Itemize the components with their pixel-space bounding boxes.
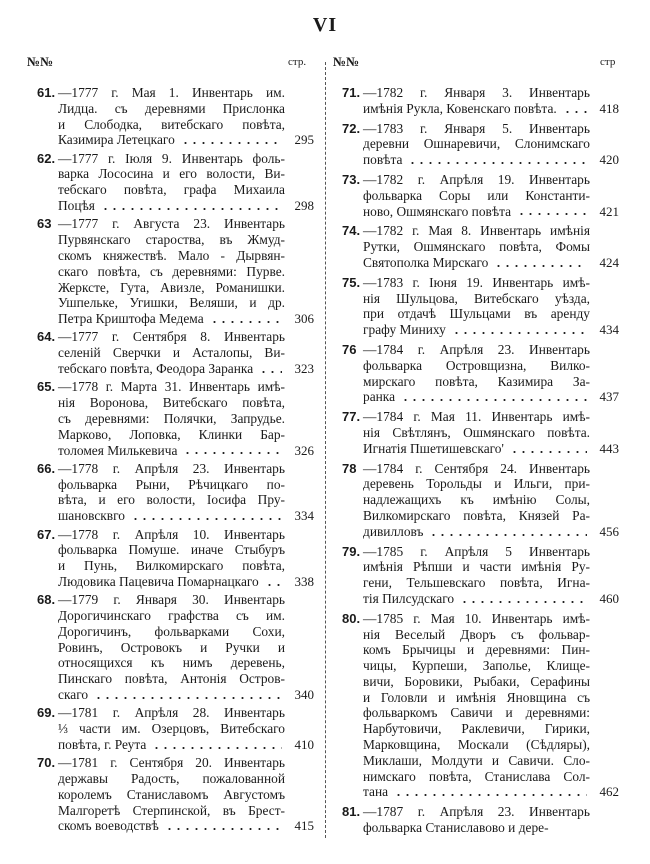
entry-text-line: —1783 г. Іюня 19. Инвентарь имѣ- <box>363 274 590 290</box>
entry-number: 65. <box>37 379 56 395</box>
entry-text-line: деревни Ошнаревичи, Слонимскаго <box>363 136 590 152</box>
dot-leader <box>94 696 282 700</box>
entry-text-line: —1778 г. Апрѣля 10. Инвентарь <box>58 526 285 542</box>
entry-last-line <box>363 389 619 405</box>
entry-page-number: 456 <box>599 523 619 539</box>
entry-text-line: чицы, Курпеши, Заполье, Клище- <box>363 658 590 674</box>
toc-entry <box>342 171 619 219</box>
entry-text-line: Дорогичинъ, фольварками Сохи, <box>58 623 285 639</box>
entry-page-number: 434 <box>599 322 619 338</box>
entry-text-line: графу Миниху <box>363 322 446 338</box>
entry-text-line: Дорогичинскаго графства съ им. <box>58 608 285 623</box>
dot-leader <box>401 398 587 402</box>
entry-last-line <box>363 524 619 540</box>
entry-page-number: 326 <box>294 442 314 458</box>
entry-page-number: 420 <box>599 152 619 168</box>
entry-text-line: толомея Милькевича <box>58 442 178 458</box>
entry-text-line: —1782 г. Января 3. Инвентарь <box>363 85 590 100</box>
entry-text-line: Пурвянскаго староства, въ Жмуд- <box>58 232 285 248</box>
entry-last-line <box>363 322 619 338</box>
toc-entry <box>342 223 619 270</box>
toc-entry <box>37 460 314 524</box>
entry-text-line: нія Шульцова, Витебскаго уѣзда, <box>363 290 590 306</box>
dot-leader <box>265 583 282 587</box>
entry-text-line: ранка <box>363 389 396 405</box>
entry-text-line: Поцѣя <box>58 198 95 214</box>
entry-text-line: —1777 г. Іюля 9. Инвентарь фоль- <box>58 150 285 166</box>
toc-entry <box>37 150 314 214</box>
entry-number: 67. <box>37 526 56 542</box>
entry-text-line: —1787 г. Апрѣля 23. Инвентарь <box>363 804 590 820</box>
entry-text-line: скомъ княжествѣ. Мало - Дырвян- <box>58 247 285 263</box>
dot-leader <box>510 450 587 454</box>
entry-text-line: —1777 г. Августа 23. Инвентарь <box>58 216 285 232</box>
entry-text-line: нія Веселый Дворъ съ фольвар- <box>363 626 590 642</box>
entry-text-line: —1784 г. Мая 11. Инвентарь имѣ- <box>363 409 590 425</box>
page-number: VI <box>312 14 338 36</box>
entry-text-line: имѣнія Рѣпши и части имѣнія Ру- <box>363 559 590 575</box>
entry-number: 76 <box>342 341 357 357</box>
entry-last-line <box>58 198 314 214</box>
entry-last-line <box>363 441 619 457</box>
entry-text-line: Игнатія Пшетишевскаго' <box>363 440 504 456</box>
entry-text-line: —1785 г. Мая 10. Инвентарь имѣ- <box>363 610 590 626</box>
toc-entry <box>37 85 314 148</box>
entry-text-line: гени, Тельшевскаго повѣта, Игна- <box>363 575 590 591</box>
entry-text-line: Миклаши, Молдути и Савичи. Сло- <box>363 752 590 768</box>
entry-text-line: —1779 г. Января 30. Инвентарь <box>58 592 285 608</box>
entry-text-line: повѣта <box>363 152 403 168</box>
entry-text-line: скаго <box>58 686 89 702</box>
toc-entry <box>342 543 619 607</box>
entry-text-line: —1782 г. Мая 8. Инвентарь имѣнія <box>363 223 590 239</box>
dot-leader <box>394 793 587 797</box>
page-column-header-left: стр. <box>288 56 307 68</box>
entry-text-line: вѣта, и его волости, Іосифа Пру- <box>58 492 285 508</box>
dot-leader <box>563 110 587 114</box>
entry-number: 75. <box>342 274 361 290</box>
right-column <box>342 85 619 840</box>
dot-leader <box>517 212 587 216</box>
entry-text-line: Рутки, Ошмянскаго повѣта, Фомы <box>363 239 590 255</box>
entry-text-line: Малгоретѣ Стерпинской, въ Брест- <box>58 802 285 818</box>
toc-entry <box>342 274 619 338</box>
dot-leader <box>460 600 587 604</box>
entry-last-line <box>363 101 619 117</box>
entry-number: 61. <box>37 85 56 100</box>
entry-last-line <box>58 443 314 459</box>
entry-page-number: 421 <box>599 203 619 219</box>
entry-text-line: варка Лососина и его волости, Ви- <box>58 166 285 182</box>
entry-text-line: —1782 г. Апрѣля 19. Инвентарь <box>363 171 590 187</box>
entry-text-line: имѣнія Рукла, Ковенскаго повѣта. <box>363 100 557 116</box>
entry-last-line <box>58 574 314 590</box>
entry-text-line: надлежащихъ къ имѣнію Солы, <box>363 492 590 508</box>
entry-text-line: съ деревнями: Полячки, Запрудье. <box>58 410 285 426</box>
entry-page-number: 415 <box>294 818 314 834</box>
entry-number: 77. <box>342 409 361 425</box>
entry-number: 80. <box>342 610 361 626</box>
toc-entry <box>342 460 619 540</box>
entry-text-line: комъ Брычицы и деревнями: Пин- <box>363 642 590 658</box>
entry-text-line: —1784 г. Сентября 24. Инвентарь <box>363 460 590 476</box>
entry-number: 64. <box>37 329 56 345</box>
entry-text-line: державы Радость, пожалованной <box>58 770 285 786</box>
entry-number: 74. <box>342 223 361 239</box>
entry-text-line: фольварка Станиславово и дере- <box>363 820 549 836</box>
entry-text-line: повѣта, г. Реута <box>58 736 147 752</box>
entry-page-number: 298 <box>294 198 314 214</box>
dot-leader <box>259 370 282 374</box>
entry-last-line <box>58 132 314 148</box>
entry-text-line: —1783 г. Января 5. Инвентарь <box>363 120 590 136</box>
entry-text-line: ⅓ части им. Озерцовъ, Витебскаго <box>58 721 285 737</box>
toc-entry <box>37 705 314 752</box>
entry-number: 79. <box>342 543 361 559</box>
dot-leader <box>181 141 282 145</box>
entry-text-line: —1778 г. Апрѣля 23. Инвентарь <box>58 460 285 476</box>
toc-entry <box>342 341 619 405</box>
entry-text-line: вичи, Боровики, Рыбаки, Серафины <box>363 673 590 689</box>
toc-entry <box>342 409 619 456</box>
dot-leader <box>452 331 587 335</box>
entry-last-line <box>363 591 619 607</box>
entry-text-line: фольварка Островщизна, Вилко- <box>363 357 590 373</box>
entry-page-number: 334 <box>294 508 314 524</box>
entry-text-line: шановсквго <box>58 508 125 524</box>
entry-text-line: Пинскаго повѣта, Антонія Остров- <box>58 671 285 687</box>
toc-entry <box>342 85 619 117</box>
dot-leader <box>210 320 282 324</box>
numbers-column-header-left: №№ <box>27 54 54 69</box>
toc-entry <box>342 804 619 836</box>
entry-page-number: 462 <box>599 784 619 800</box>
entry-text-line: —1777 г. Мая 1. Инвентарь им. <box>58 85 285 100</box>
entry-text-line: Вилкомирскаго повѣта, Князей Ра- <box>363 507 590 523</box>
entry-text-line: фольварка Помуше. иначе Стыбуръ <box>58 542 285 558</box>
entry-number: 72. <box>342 120 361 136</box>
entry-text-line: —1785 г. Апрѣля 5 Инвентарь <box>363 543 590 559</box>
entry-number: 69. <box>37 705 56 721</box>
toc-entry <box>37 329 314 377</box>
entry-text-line: —1781 г. Апрѣля 28. Инвентарь <box>58 705 285 721</box>
left-column <box>37 85 314 837</box>
entry-page-number: 443 <box>599 440 619 456</box>
entry-number: 70. <box>37 755 56 771</box>
entry-page-number: 437 <box>599 389 619 405</box>
entry-text-line: и Пунь, Вилкомирскаго повѣта, <box>58 558 285 574</box>
entry-text-line: Святополка Мирскаго <box>363 254 489 270</box>
entry-text-line: Людовика Пацевича Помарнацкаго <box>58 573 259 589</box>
entry-text-line: Ушпельке, Угишки, Веляши, и др. <box>58 295 285 311</box>
entry-text-line: тана <box>363 784 389 800</box>
entry-page-number: 410 <box>294 736 314 752</box>
entry-text-line: и Головли и имѣнія Яновщина съ <box>363 689 590 705</box>
dot-leader <box>152 746 282 750</box>
entry-last-line <box>58 361 314 377</box>
entry-last-line <box>363 152 619 168</box>
dot-leader <box>131 517 282 521</box>
entry-text-line: скомъ воеводствѣ <box>58 818 159 834</box>
entry-text-line: —1784 г. Апрѣля 23. Инвентарь <box>363 341 590 357</box>
entry-text-line: дивилловъ <box>363 523 424 539</box>
entry-text-line: тебскаго повѣта, Феодора Заранка <box>58 361 254 377</box>
entry-text-line: деревень Торольды и Ильги, при- <box>363 476 590 492</box>
entry-number: 62. <box>37 150 56 166</box>
toc-entry <box>37 379 314 458</box>
entry-text-line: Жерксте, Гута, Авизле, Романишки. <box>58 279 285 295</box>
entry-page-number: 306 <box>294 311 314 327</box>
entry-last-line <box>363 784 619 800</box>
column-divider <box>325 62 326 838</box>
toc-entry <box>342 120 619 168</box>
dot-leader <box>101 207 282 211</box>
entry-text-line: ново, Ошмянскаго повѣта <box>363 203 512 219</box>
toc-entry <box>342 610 619 801</box>
dot-leader <box>165 827 282 831</box>
entry-number: 66. <box>37 460 56 476</box>
entry-text-line: мирскаго повѣта, Казимира За- <box>363 373 590 389</box>
entry-number: 68. <box>37 592 56 608</box>
dot-leader <box>183 451 282 455</box>
entry-number: 81. <box>342 804 361 820</box>
entry-text-line: селеній Сверчки и Асталопы, Ви- <box>58 345 285 361</box>
entry-last-line <box>58 508 314 524</box>
entry-page-number: 424 <box>599 254 619 270</box>
entry-number: 78 <box>342 460 357 476</box>
entry-last-line <box>58 737 314 753</box>
dot-leader <box>408 161 587 165</box>
toc-entry <box>37 592 314 703</box>
toc-entry <box>37 216 314 327</box>
dot-leader <box>494 264 587 268</box>
entry-text-line: Марковщина, Москали (Сѣдляры), <box>363 737 590 753</box>
entry-text-line: скаго повѣта, съ деревнями: Пурве. <box>58 263 285 279</box>
entry-number: 71. <box>342 85 361 100</box>
entry-text-line: фольварка Рыни, Рѣчицкаго по- <box>58 476 285 492</box>
entry-text-line: фольваркомъ Савичи и деревнями: <box>363 705 590 721</box>
page-column-header-right: стр <box>600 56 616 68</box>
entry-page-number: 418 <box>599 100 619 116</box>
entry-last-line <box>58 687 314 703</box>
dot-leader <box>429 533 587 537</box>
entry-text-line: нія Воронова, Витебскаго повѣта, <box>58 395 285 411</box>
entry-page-number: 295 <box>294 132 314 148</box>
entry-page-number: 323 <box>294 361 314 377</box>
entry-text-line: Казимира Летецкаго <box>58 132 175 148</box>
entry-last-line <box>363 255 619 271</box>
toc-entry <box>37 526 314 590</box>
entry-number: 63 <box>37 216 52 232</box>
entry-last-line <box>363 204 619 220</box>
entry-text-line: нія Свѣтлянъ, Ошмянскаго повѣта. <box>363 424 590 440</box>
entry-text-line: при отдачѣ Шульцами въ аренду <box>363 306 590 322</box>
entry-text-line: Нарбутовичи, Раклевичи, Гирики, <box>363 721 590 737</box>
entry-text-line: относящихся къ нимъ деревень, <box>58 655 285 671</box>
entry-text-line: тія Пилсудскаго <box>363 590 455 606</box>
entry-text-line: королемъ Станиславомъ Августомъ <box>58 786 285 802</box>
entry-text-line: фольварка Соры или Константи- <box>363 187 590 203</box>
toc-entry <box>37 755 314 834</box>
entry-text-line: Лидца. съ деревнями Прислонка <box>58 100 285 116</box>
entry-text-line: —1778 г. Марта 31. Инвентарь имѣ- <box>58 379 285 395</box>
entry-last-line <box>58 311 314 327</box>
entry-text-line: и Слободка, витебскаго повѣта, <box>58 116 285 132</box>
entry-text-line: Петра Криштофа Медема <box>58 311 204 327</box>
entry-page-number: 340 <box>294 686 314 702</box>
entry-page-number: 460 <box>599 590 619 606</box>
entry-text-line: Ровинъ, Островокъ и Ручки и <box>58 639 285 655</box>
entry-text-line: Марково, Лоповка, Клинки Бар- <box>58 426 285 442</box>
entry-number: 73. <box>342 171 361 187</box>
entry-text-line: нимскаго повѣта, Станислава Сол- <box>363 768 590 784</box>
entry-text-line: тебскаго повѣта, графа Михаила <box>58 182 285 198</box>
entry-last-line <box>58 818 314 834</box>
entry-page-number: 338 <box>294 573 314 589</box>
numbers-column-header-right: №№ <box>333 54 360 69</box>
entry-text-line: —1781 г. Сентября 20. Инвентарь <box>58 755 285 771</box>
entry-text-line: —1777 г. Сентября 8. Инвентарь <box>58 329 285 345</box>
